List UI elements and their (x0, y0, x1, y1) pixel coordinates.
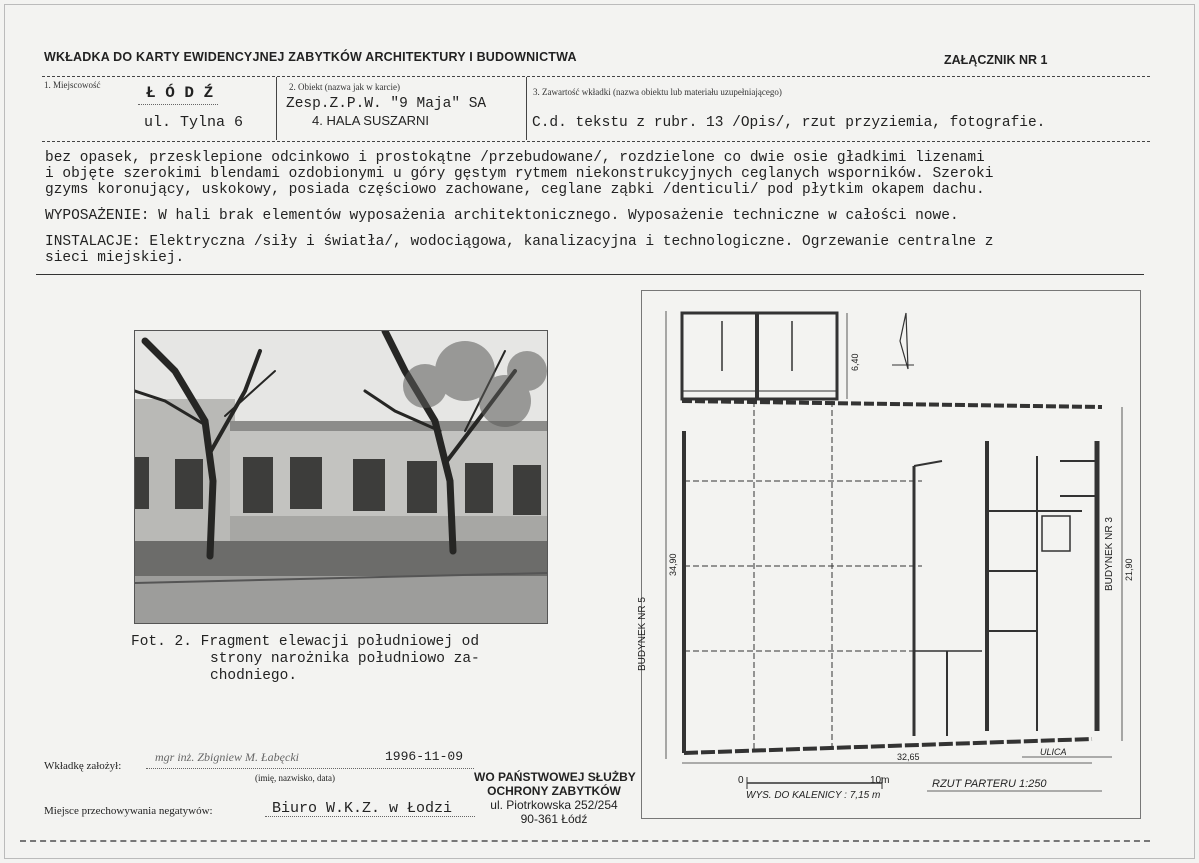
seal-line-1: WO PAŃSTWOWEJ SŁUŻBY (474, 770, 636, 784)
object-line-2: 4. HALA SUSZARNI (312, 113, 430, 128)
floor-plan-drawing (642, 291, 1140, 818)
photo-caption-line-3: chodniego. (210, 668, 298, 684)
footer-bottom-rule (20, 840, 1150, 842)
object-line-1: Zesp.Z.P.W. "9 Maja" SA (286, 96, 487, 112)
fields-bottom-rule (42, 141, 1150, 142)
place-label: 1. Miejscowość (44, 80, 101, 90)
plan-dim-top: 6,40 (850, 353, 860, 371)
description-line-1: bez opasek, przesklepione odcinkowo i prostokątne /przebudowane/, rozdzielone co dwie osie gładkimi lizenami (45, 150, 985, 166)
place-city: Ł Ó D Ź (146, 84, 214, 102)
description-line-3: gzyms koronujący, uskokowy, posiada częściowo zachowane, ceglane ząbki /denticuli/ pod płytkim okapem dachu. (45, 182, 985, 198)
founded-name: mgr inż. Zbigniew M. Łabęcki (155, 750, 299, 764)
form-title: WKŁADKA DO KARTY EWIDENCYJNEJ ZABYTKÓW ARCHITEKTURY I BUDOWNICTWA (44, 50, 577, 64)
object-label: 2. Obiekt (nazwa jak w karcie) (289, 82, 400, 92)
installations-line-2: sieci miejskiej. (45, 250, 185, 266)
facade-photo (134, 330, 548, 624)
header-rule (42, 76, 1150, 77)
negatives-dotted-line (265, 816, 475, 817)
place-street: ul. Tylna 6 (144, 114, 244, 131)
plan-dim-left: 34,90 (668, 553, 678, 576)
photo-caption-line-2: strony narożnika południowo za- (210, 651, 480, 667)
description-line-2: i objęte szerokimi blendami ozdobionymi u góry gęstym rytmem niekonstrukcyjnych ceglanych wsporników. Szeroki (45, 166, 994, 182)
founded-date: 1996-11-09 (385, 749, 464, 764)
plan-title: RZUT PARTERU 1:250 (932, 778, 1047, 790)
attachment-number: ZAŁĄCZNIK NR 1 (944, 53, 1048, 67)
installations-line-1: INSTALACJE: Elektryczna /siły i światła/, wodociągowa, kanalizacyjna i technologiczne. Ogrzewanie centralne z (45, 234, 994, 250)
photo-caption-line-1: Fot. 2. Fragment elewacji południowej od (131, 634, 480, 650)
field-divider-1 (276, 77, 277, 140)
field-divider-2 (526, 77, 527, 140)
plan-dim-bottom: 32,65 (897, 752, 920, 762)
facade-photo-image (135, 331, 547, 623)
plan-scale-ten: 10m (870, 775, 890, 786)
contents-value: C.d. tekstu z rubr. 13 /Opis/, rzut przyziemia, fotografie. (532, 115, 1046, 131)
plan-label-building-3: BUDYNEK NR 3 (1104, 517, 1115, 591)
plan-scale-zero: 0 (738, 775, 744, 786)
plan-label-building-5: BUDYNEK NR 5 (637, 597, 648, 671)
founded-sublabel: (imię, nazwisko, data) (255, 773, 335, 783)
founded-dotted-line (146, 768, 474, 769)
negatives-value: Biuro W.K.Z. w Łodzi (272, 800, 453, 817)
place-city-underline (138, 104, 218, 105)
seal-line-2: OCHRONY ZABYTKÓW (487, 784, 621, 798)
seal-line-3: ul. Piotrkowska 252/254 (490, 798, 618, 812)
office-seal (474, 770, 634, 826)
seal-line-4: 90-361 Łódź (520, 812, 588, 826)
equipment-paragraph: WYPOSAŻENIE: W hali brak elementów wyposażenia architektonicznego. Wyposażenie techniczne w całości nowe. (45, 208, 959, 224)
founded-label: Wkładkę założył: (44, 760, 122, 772)
text-bottom-rule (36, 274, 1144, 275)
plan-dim-right: 21,90 (1124, 558, 1134, 581)
contents-label: 3. Zawartość wkładki (nazwa obiektu lub materiału uzupełniającego) (533, 87, 782, 97)
plan-street-label: ULICA (1040, 747, 1067, 757)
negatives-label: Miejsce przechowywania negatywów: (44, 805, 213, 817)
plan-height-note: WYS. DO KALENICY : 7,15 m (746, 790, 881, 801)
floor-plan (637, 290, 1141, 819)
